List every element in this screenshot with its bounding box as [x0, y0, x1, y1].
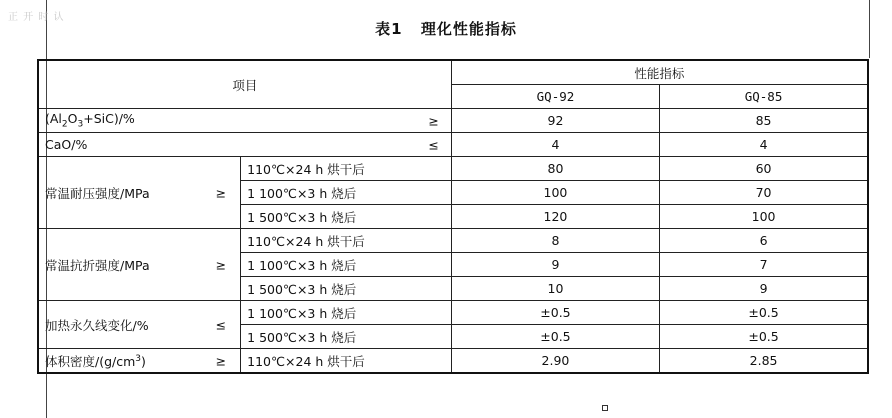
- table-row: [38, 349, 868, 374]
- value-gq92: 80: [451, 157, 659, 181]
- table-row: [38, 109, 868, 133]
- value-gq85: 6: [660, 229, 868, 253]
- value-gq92: 92: [451, 109, 659, 133]
- value-gq92: 4: [451, 133, 659, 157]
- row-label-cold-crushing-strength: 常温耐压强度/MPa ≥: [38, 157, 241, 229]
- header-performance-index: 性能指标: [451, 60, 868, 85]
- table-header-row: [38, 60, 868, 85]
- row-label-cold-modulus-of-rupture: 常温抗折强度/MPa ≥: [38, 229, 241, 301]
- value-gq92: 120: [451, 205, 659, 229]
- value-gq85: 9: [660, 277, 868, 301]
- ge-symbol: ≥: [215, 257, 227, 272]
- watermark-text: 正 开 时 认: [8, 12, 65, 23]
- row-label-cao: CaO/% ≤: [38, 133, 451, 157]
- value-gq85: 2.85: [660, 349, 868, 374]
- condition-label: 1 100℃×3 h 烧后: [241, 301, 452, 325]
- value-gq92: 9: [451, 253, 659, 277]
- properties-table: [37, 59, 869, 374]
- condition-label: 1 500℃×3 h 烧后: [241, 277, 452, 301]
- value-gq85: 85: [660, 109, 868, 133]
- header-item: 项目: [38, 60, 451, 109]
- value-gq85: 100: [660, 205, 868, 229]
- value-gq85: ±0.5: [660, 301, 868, 325]
- row-label-al2o3-sic: $(Al_2O_3+SiC)/\%$ ≥: [38, 109, 451, 133]
- table-title: [0, 18, 892, 39]
- ge-symbol: ≥: [215, 185, 227, 200]
- condition-label: 110℃×24 h 烘干后: [241, 157, 452, 181]
- condition-label: 110℃×24 h 烘干后: [241, 229, 452, 253]
- le-symbol: ≤: [215, 317, 227, 332]
- value-gq92: ±0.5: [451, 325, 659, 349]
- value-gq92: ±0.5: [451, 301, 659, 325]
- row-label-permanent-linear-change: 加热永久线变化/% ≤: [38, 301, 241, 349]
- table-caption: 理化性能指标: [420, 20, 517, 38]
- table-row: [38, 157, 868, 181]
- value-gq92: 8: [451, 229, 659, 253]
- scan-artifact-mark: [602, 405, 608, 411]
- value-gq85: 4: [660, 133, 868, 157]
- le-symbol: ≤: [428, 137, 439, 152]
- value-gq85: 7: [660, 253, 868, 277]
- value-gq92: 10: [451, 277, 659, 301]
- table-row: [38, 133, 868, 157]
- value-gq85: 70: [660, 181, 868, 205]
- ge-symbol: ≥: [428, 113, 439, 128]
- table-row: [38, 301, 868, 325]
- table-number: 表1: [375, 20, 403, 38]
- ge-symbol: ≥: [215, 353, 227, 368]
- value-gq85: 60: [660, 157, 868, 181]
- value-gq85: ±0.5: [660, 325, 868, 349]
- header-gq85: GQ-85: [660, 85, 868, 109]
- condition-label: 1 100℃×3 h 烧后: [241, 253, 452, 277]
- condition-label: 1 100℃×3 h 烧后: [241, 181, 452, 205]
- condition-label: 1 500℃×3 h 烧后: [241, 205, 452, 229]
- value-gq92: 100: [451, 181, 659, 205]
- row-label-bulk-density: 体积密度$/(g/cm^3)$ ≥: [38, 349, 241, 374]
- value-gq92: 2.90: [451, 349, 659, 374]
- condition-label: 110℃×24 h 烘干后: [241, 349, 452, 374]
- table-row: [38, 229, 868, 253]
- header-gq92: GQ-92: [451, 85, 659, 109]
- condition-label: 1 500℃×3 h 烧后: [241, 325, 452, 349]
